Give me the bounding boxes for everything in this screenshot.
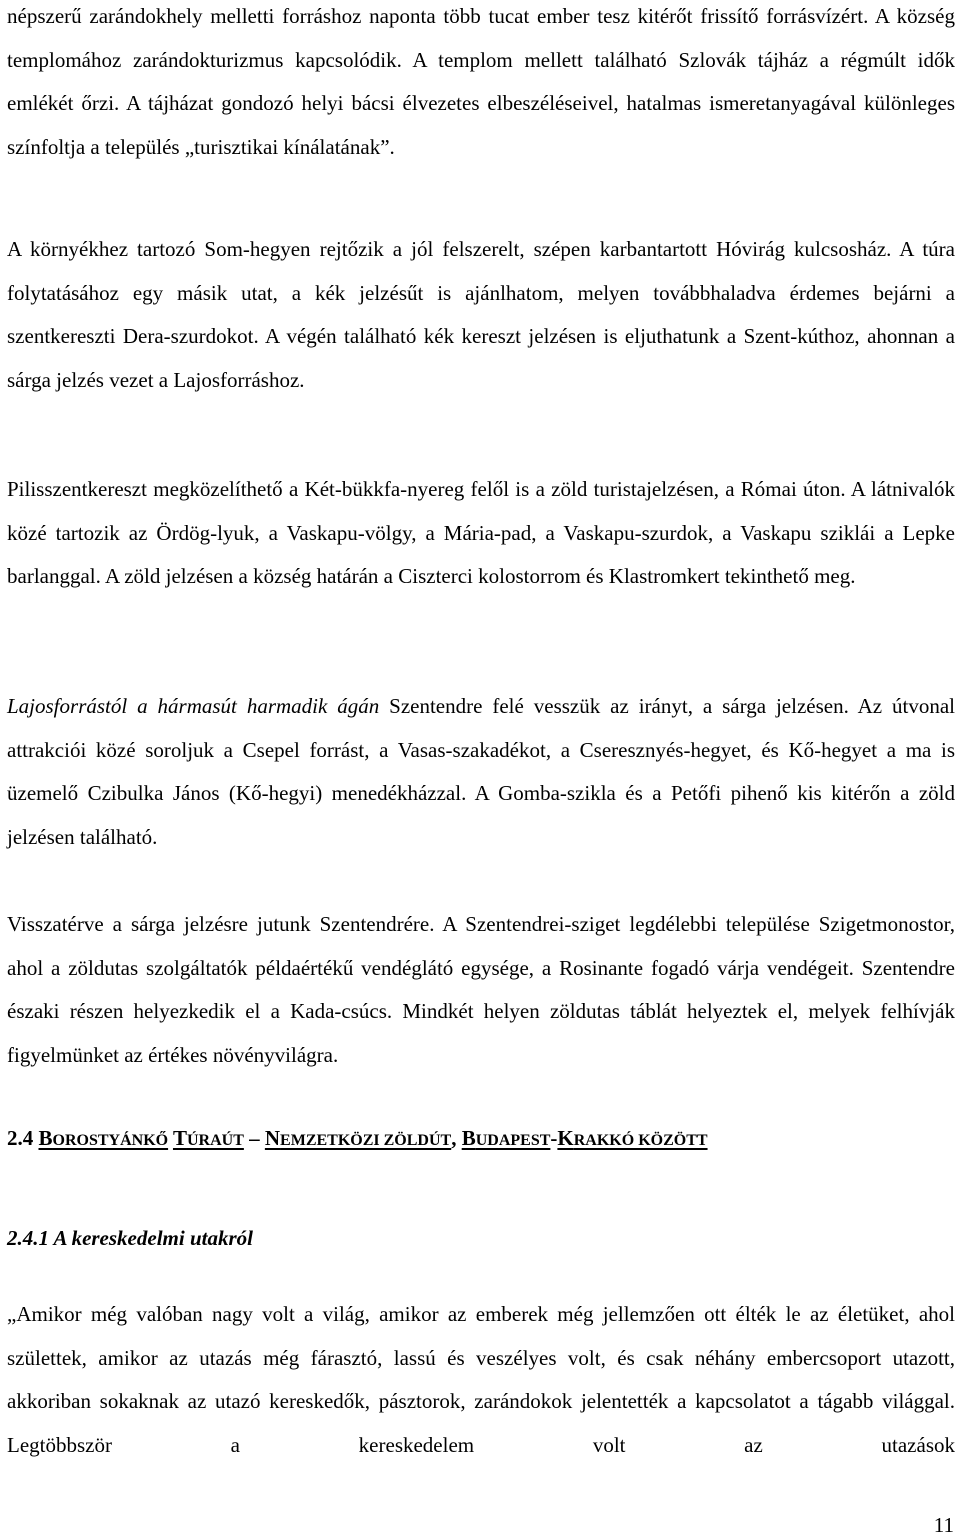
paragraph-szlovak-tajhaz: népszerű zarándokhely melletti forráshoz naponta több tucat ember tesz kitérőt frissítő forrásvízért. A község templomához zarándokturizmus kapcsolódik. A templom mellett található Szlovák tájház a régmúlt idők emlékét őrzi. A tájházat gondozó helyi bácsi élvezetes elbeszéléseivel, hatalmas ismeretanyagával különleges színfoltja a település „turisztikai kínálatának”.	[7, 4, 955, 159]
paragraph-quote-kereskedelem: „Amikor még valóban nagy volt a világ, amikor az emberek még jellemzően ott élték le az életüket, ahol születtek, amikor az utazás még fárasztó, lassú és veszélyes volt, és csak néhány embercsoport utazott, akkoriban sokaknak az utazó kereskedők, pásztorok, zarándokok jelentették a kapcsolatot a tágabb világgal. Legtöbbször a kereskedelem volt az utazások	[7, 1302, 955, 1457]
paragraph-lajosforras	[7, 685, 955, 859]
heading-part-borostyanko: BOROSTYÁNKŐ	[38, 1126, 169, 1150]
heading-hyphen: -	[550, 1126, 558, 1150]
paragraph-pilisszentkereszt: Pilisszentkereszt megközelíthető a Két-bükkfa-nyereg felől is a zöld turistajelzésen, a Római úton. A látnivalók közé tartozik az Ördög-lyuk, a Vaskapu-völgy, a Mária-pad, a Vaskapu-szurdok, a Vaskapu sziklái a Lepke barlanggal. A zöld jelzésen a község határán a Ciszterci kolostorrom és Klastromkert tekinthető meg.	[7, 477, 955, 588]
heading-comma: ,	[451, 1126, 457, 1150]
heading-part-nemzetkozi: NEMZETKÖZI ZÖLDÚT	[264, 1126, 452, 1150]
paragraph-szentendre: Visszatérve a sárga jelzésre jutunk Szentendrére. A Szentendrei-sziget legdélebbi települése Szigetmonostor, ahol a zöldutas szolgáltatók példaértékű vendéglátó egysége, a Rosinante fogadó várja vendégeit. Szentendre északi részen helyezkedik el a Kada-csúcs. Mindkét helyen zöldutas táblát helyeztek el, melyek felhívják figyelmünket az értékes növényvilágra.	[7, 912, 955, 1067]
subsection-heading-2-4-1: 2.4.1 A kereskedelmi utakról	[7, 1226, 253, 1250]
italic-lead-phrase: Lajosforrástól a hármasút harmadik ágán	[7, 694, 380, 718]
heading-number: 2.4	[7, 1126, 39, 1150]
paragraph-text: Szentendre felé vesszük az irányt, a sárga jelzésen. Az útvonal attrakciói közé soroljuk a Csepel forrást, a Vasas-szakadékot, a Cseresznyés-hegyet, és Kő-hegyet a ma is üzemelő Czibulka János (Kő-hegyi) menedékházzal. A Gomba-szikla és a Petőfi pihenő kis kitérőn a zöld jelzésen található.	[7, 694, 956, 849]
page-number: 11	[933, 1513, 954, 1537]
section-heading-2-4	[7, 1126, 708, 1151]
heading-part-budapest: BUDAPEST	[461, 1126, 551, 1150]
paragraph-som-hegy: A környékhez tartozó Som-hegyen rejtőzik a jól felszerelt, szépen karbantartott Hóvirág kulcsosház. A túra folytatásához egy másik utat, a kék jelzésűt is ajánlhatom, melyen továbbhaladva érdemes bejárni a szentkereszti Dera-szurdokot. A végén található kék kereszt jelzésen is eljuthatunk a Szent-kúthoz, ahonnan a sárga jelzés vezet a Lajosforráshoz.	[7, 237, 955, 392]
heading-part-turaut: TÚRAÚT	[172, 1126, 244, 1150]
heading-part-krakko: KRAKKÓ KÖZÖTT	[557, 1126, 708, 1150]
heading-dash: –	[249, 1126, 260, 1150]
